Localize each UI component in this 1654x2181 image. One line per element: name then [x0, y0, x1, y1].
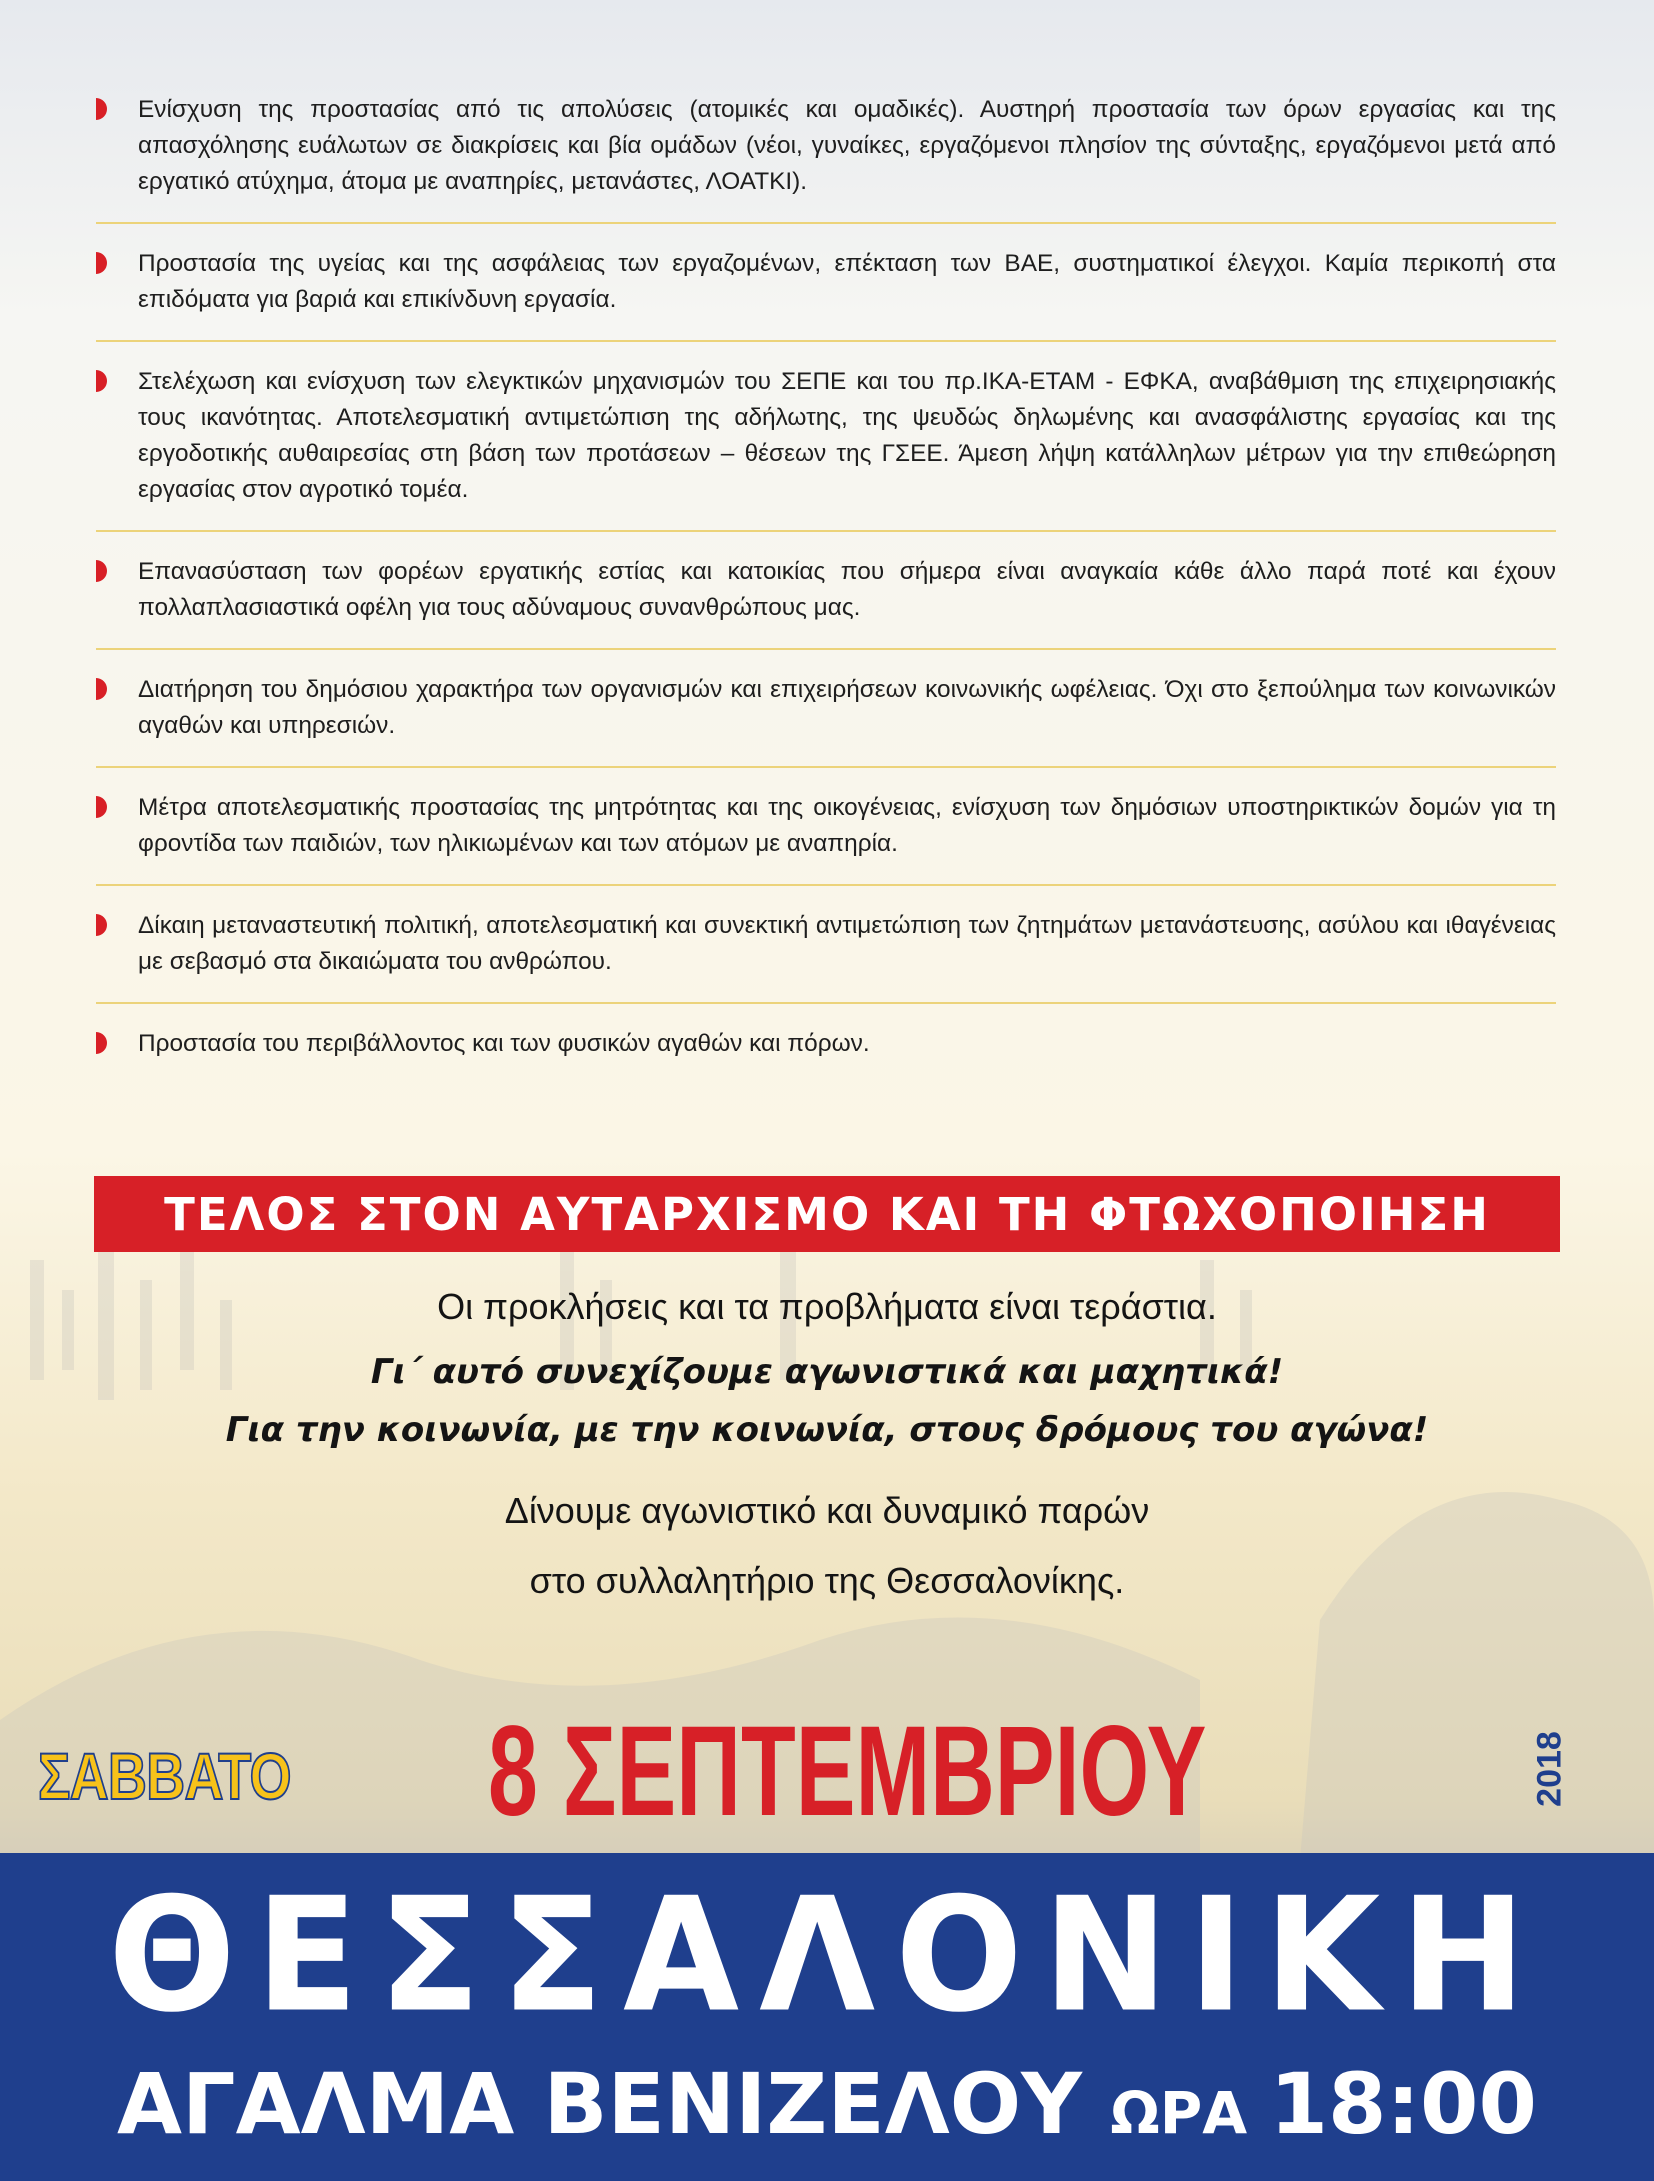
bullet-icon — [96, 1032, 107, 1054]
demands-list — [96, 92, 1556, 1106]
list-item — [96, 1026, 1556, 1084]
event-year-text: 2018 — [1530, 1731, 1569, 1807]
list-item — [96, 554, 1556, 650]
bullet-icon — [96, 914, 107, 936]
item-text: Επανασύσταση των φορέων εργατικής εστίας και κατοικίας που σήμερα είναι αναγκαία κάθε άλλο παρά ποτέ και έχουν πολλαπλασιαστικά οφέλη για τους αδύναμους συνανθρώπους μας. — [138, 558, 1556, 621]
list-item — [96, 672, 1556, 768]
list-item — [96, 908, 1556, 1004]
list-item — [96, 246, 1556, 342]
item-text: Μέτρα αποτελεσματικής προστασίας της μητρότητας και της οικογένειας, ενίσχυση των δημόσιων υποστηρικτικών δομών για τη φροντίδα των παιδιών, των ηλικιωμένων και των ατόμων με αναπηρία. — [138, 794, 1556, 857]
message-line-3: Για την κοινωνία, με την κοινωνία, στους δρόμους του αγώνα! — [225, 1410, 1429, 1450]
bullet-icon — [96, 678, 107, 700]
item-text: Διατήρηση του δημόσιου χαρακτήρα των οργανισμών και επιχειρήσεων κοινωνικής ωφέλειας. Όχι στο ξεπούλημα των κοινωνικών αγαθών και υπηρεσιών. — [138, 676, 1556, 739]
list-item — [96, 92, 1556, 224]
event-city: ΘΕΣΣΑΛΟΝΙΚΗ — [108, 1864, 1546, 2048]
bullet-icon — [96, 252, 107, 274]
event-date-text: 8 ΣΕΠΤΕΜΒΡΙΟΥ — [488, 1700, 1207, 1843]
event-year — [1530, 1704, 1570, 1834]
event-day: ΣΑΒΒΑΤΟ — [38, 1739, 291, 1813]
event-date — [0, 1680, 1654, 1850]
event-location-footer — [0, 1853, 1654, 2181]
bullet-icon — [96, 370, 107, 392]
bullet-icon — [96, 796, 107, 818]
message-line-4: Δίνουμε αγωνιστικό και δυναμικό παρών — [504, 1490, 1150, 1531]
event-hour-label: ΩΡΑ — [1110, 2079, 1248, 2147]
list-item — [96, 364, 1556, 532]
item-text: Προστασία του περιβάλλοντος και των φυσικών αγαθών και πόρων. — [138, 1030, 870, 1057]
event-venue-line — [0, 2055, 1654, 2153]
bullet-icon — [96, 560, 107, 582]
item-text: Στελέχωση και ενίσχυση των ελεγκτικών μηχανισμών του ΣΕΠΕ και του πρ.ΙΚΑ-ΕΤΑΜ - ΕΦΚΑ, αναβάθμιση της επιχειρησιακής τους ικανότητας. Αποτελεσματική αντιμετώπιση της αδήλωτης, της ψευδώς δηλωμένης και ανασφάλιστης εργασίας και της εργοδοτικής αυθαιρεσίας στη βάση των προτάσεων – θέσεων της ΓΣΕΕ. Άμεση λήψη κατάλληλων μέτρων για την επιθεώρηση εργασίας στον αγροτικό τομέα. — [138, 368, 1556, 503]
message-line-1: Οι προκλήσεις και τα προβλήματα είναι τεράστια. — [437, 1286, 1217, 1327]
event-time: 18:00 — [1269, 2055, 1537, 2153]
item-text: Δίκαιη μεταναστευτική πολιτική, αποτελεσματική και συνεκτική αντιμετώπιση των ζητημάτων μετανάστευσης, ασύλου και ιθαγένειας με σεβασμό στα δικαιώματα του ανθρώπου. — [138, 912, 1556, 975]
event-venue: ΑΓΑΛΜΑ ΒΕΝΙΖΕΛΟΥ — [117, 2055, 1082, 2153]
message-line-2: Γι΄ αυτό συνεχίζουμε αγωνιστικά και μαχητικά! — [370, 1352, 1284, 1392]
item-text: Ενίσχυση της προστασίας από τις απολύσεις (ατομικές και ομαδικές). Αυστηρή προστασία των όρων εργασίας και της απασχόλησης ευάλωτων σε διακρίσεις και βία ομάδων (νέοι, γυναίκες, εργαζόμενοι πλησίον της σύνταξης, εργαζόμενοι μετά από εργατικό ατύχημα, άτομα με αναπηρίες, μετανάστες, ΛΟΑΤΚΙ). — [138, 96, 1556, 195]
bullet-icon — [96, 98, 107, 120]
banner-text: ΤΕΛΟΣ ΣΤΟΝ ΑΥΤΑΡΧΙΣΜΟ ΚΑΙ ΤΗ ΦΤΩΧΟΠΟΙΗΣΗ — [164, 1187, 1490, 1241]
slogan-banner — [94, 1176, 1560, 1252]
list-item — [96, 790, 1556, 886]
message-line-5: στο συλλαλητήριο της Θεσσαλονίκης. — [529, 1560, 1125, 1601]
item-text: Προστασία της υγείας και της ασφάλειας των εργαζομένων, επέκταση των ΒΑΕ, συστηματικοί έλεγχοι. Καμία περικοπή στα επιδόματα για βαριά και επικίνδυνη εργασία. — [138, 250, 1556, 313]
